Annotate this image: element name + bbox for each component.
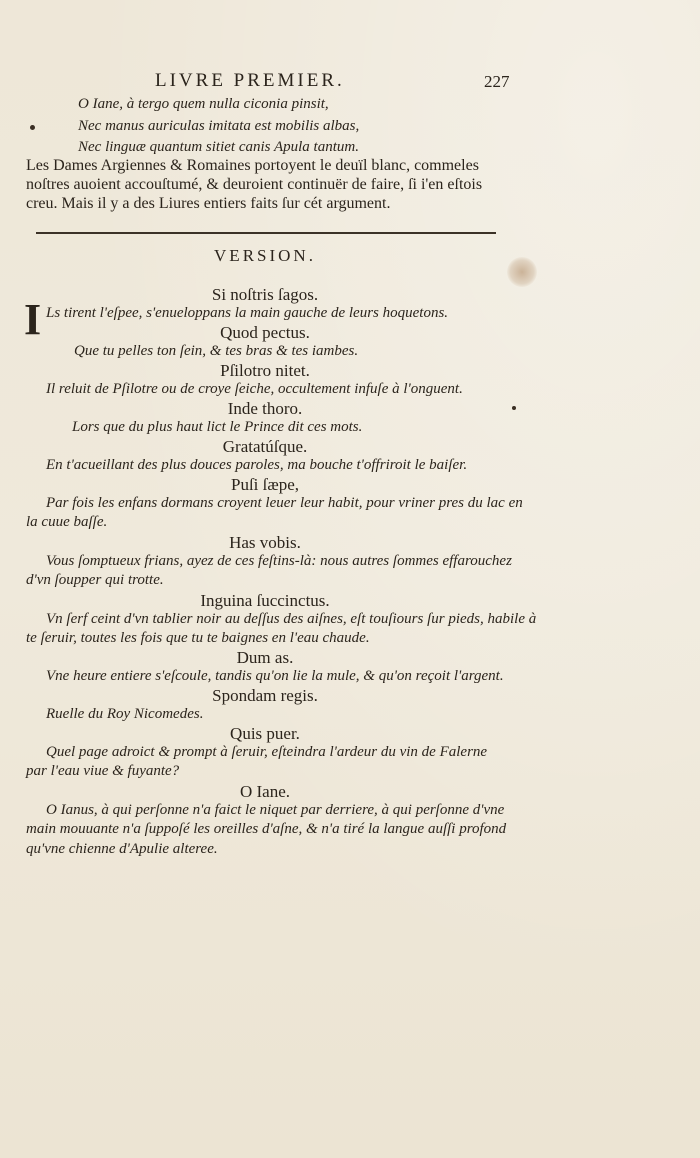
page-number: 227 (484, 72, 510, 91)
ink-speck (30, 125, 35, 130)
running-head: LIVRE PREMIER. (155, 70, 345, 91)
translation-line: main mouuante n'a ſuppoſé les oreilles d'aſne, & n'a tiré la langue auſſi profond (26, 821, 507, 837)
translation-line: En t'acueillant des plus douces paroles, ma bouche t'offriroit le baiſer. (46, 457, 468, 473)
translation-line: te ſeruir, toutes les fois que tu te baignes en l'eau chaude. (26, 630, 370, 646)
latin-lemma: Inguina ſuccinctus. (200, 591, 330, 610)
paper-stain (507, 257, 537, 287)
translation-line: Que tu pelles ton ſein, & tes bras & tes iambes. (74, 343, 359, 359)
translation-line: qu'vne chienne d'Apulie alteree. (26, 841, 218, 857)
translation-line: Il reluit de Pſilotre ou de croye ſeiche, occultement infuſe à l'onguent. (46, 381, 463, 397)
verse-line: Nec linguæ quantum sitiet canis Apula tantum. (78, 139, 359, 155)
drop-cap: I (24, 295, 42, 344)
section-rule (36, 232, 496, 234)
translation-line: la cuue baſſe. (26, 514, 108, 530)
translation-line: Ls tirent l'eſpee, s'enueloppans la main gauche de leurs hoquetons. (46, 305, 449, 321)
latin-lemma: Si noſtris ſagos. (211, 285, 319, 304)
translation-line: par l'eau viue & fuyante? (26, 763, 180, 779)
latin-lemma: Inde thoro. (227, 399, 303, 418)
ink-speck (512, 406, 516, 410)
section-title: VERSION. (214, 246, 316, 265)
latin-lemma: Has vobis. (229, 533, 301, 552)
prose-line: noſtres auoient accouſtumé, & deuroient continuër de faire, ſi i'en eſtois (26, 176, 483, 193)
verse-line: O Iane, à tergo quem nulla ciconia pinsit, (78, 96, 329, 112)
translation-line: Ruelle du Roy Nicomedes. (46, 706, 204, 722)
latin-lemma: Quod pectus. (220, 323, 310, 342)
latin-lemma: Pſilotro nitet. (220, 361, 310, 380)
latin-lemma: Puſi ſæpe, (230, 475, 299, 494)
translation-line: Lors que du plus haut lict le Prince dit ces mots. (72, 419, 363, 435)
translation-line: d'vn ſoupper qui trotte. (26, 572, 164, 588)
translation-line: Vne heure entiere s'eſcoule, tandis qu'on lie la mule, & qu'on reçoit l'argent. (46, 668, 504, 684)
latin-lemma: Quis puer. (230, 724, 300, 743)
translation-line: O Ianus, à qui perſonne n'a faict le niquet par derriere, à qui perſonne d'vne (46, 802, 505, 818)
translation-line: Vn ſerf ceint d'vn tablier noir au deſſus des aiſnes, eſt touſiours ſur pieds, habile à (46, 611, 537, 627)
latin-lemma: Spondam regis. (212, 686, 318, 705)
latin-lemma: Dum as. (236, 648, 294, 667)
translation-line: Vous ſomptueux frians, ayez de ces feſtins-là: nous autres ſommes effarouchez (46, 553, 512, 569)
prose-line: creu. Mais il y a des Liures entiers faits ſur cét argument. (26, 195, 391, 212)
latin-lemma: O Iane. (239, 782, 291, 801)
prose-line: Les Dames Argiennes & Romaines portoyent le deuïl blanc, commeles (26, 157, 479, 174)
latin-lemma: Gratatúſque. (222, 437, 308, 456)
translation-line: Par fois les enfans dormans croyent leuer leur habit, pour vriner pres du lac en (46, 495, 523, 511)
verse-line: Nec manus auriculas imitata est mobilis albas, (78, 118, 360, 134)
translation-line: Quel page adroict & prompt à ſeruir, eſteindra l'ardeur du vin de Falerne (46, 744, 488, 760)
